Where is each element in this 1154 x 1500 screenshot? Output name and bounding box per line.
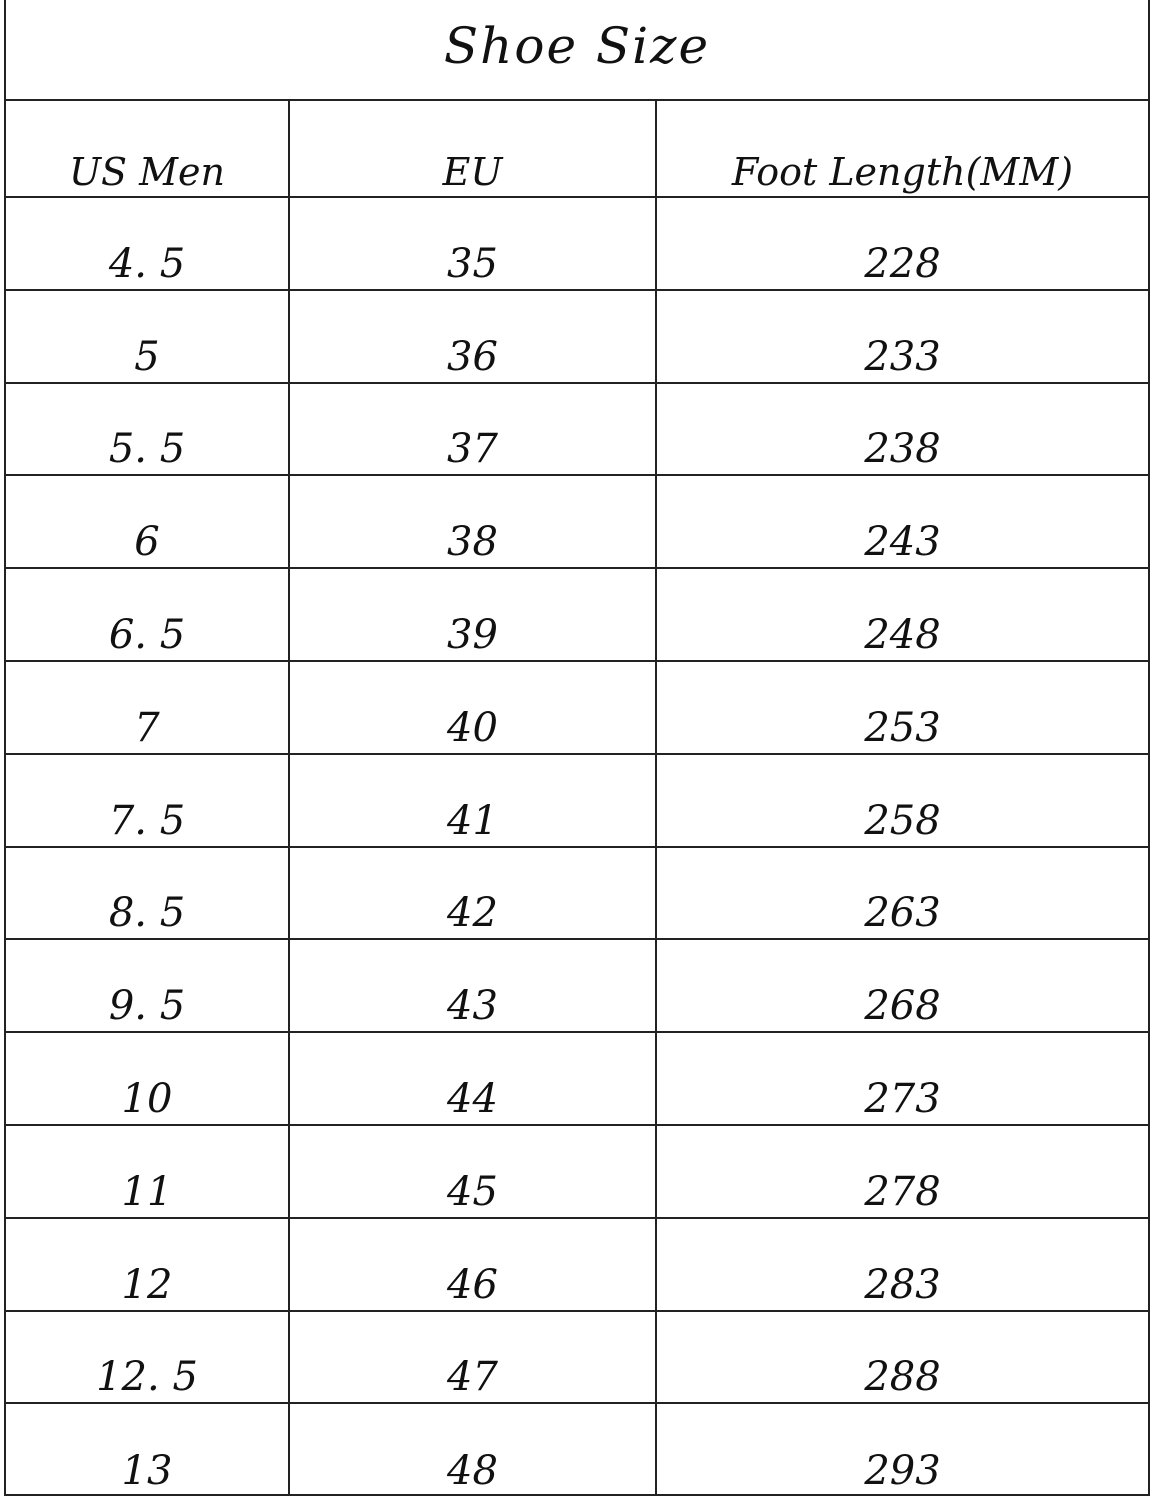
cell-us-size: 7. 5 bbox=[6, 754, 289, 847]
table-row bbox=[6, 1311, 1148, 1404]
table-row bbox=[6, 1403, 1148, 1496]
table-row bbox=[6, 383, 1148, 476]
cell-eu-size: 40 bbox=[289, 661, 656, 754]
cell-us-size: 4. 5 bbox=[6, 197, 289, 290]
table-row bbox=[6, 661, 1148, 754]
cell-eu-size: 46 bbox=[289, 1218, 656, 1311]
cell-us-size: 8. 5 bbox=[6, 847, 289, 940]
cell-eu-size: 42 bbox=[289, 847, 656, 940]
cell-foot-length: 273 bbox=[656, 1032, 1148, 1125]
cell-foot-length: 228 bbox=[656, 197, 1148, 290]
cell-eu-size: 41 bbox=[289, 754, 656, 847]
cell-foot-length: 248 bbox=[656, 568, 1148, 661]
cell-eu-size: 48 bbox=[289, 1403, 656, 1496]
cell-us-size: 10 bbox=[6, 1032, 289, 1125]
header-us-men: US Men bbox=[6, 101, 289, 197]
cell-eu-size: 35 bbox=[289, 197, 656, 290]
table-row bbox=[6, 1032, 1148, 1125]
table-row bbox=[6, 754, 1148, 847]
cell-us-size: 5 bbox=[6, 290, 289, 383]
header-row bbox=[6, 101, 1148, 197]
cell-eu-size: 47 bbox=[289, 1311, 656, 1404]
cell-foot-length: 253 bbox=[656, 661, 1148, 754]
cell-foot-length: 293 bbox=[656, 1403, 1148, 1496]
header-foot-length: Foot Length(MM) bbox=[656, 101, 1148, 197]
cell-foot-length: 233 bbox=[656, 290, 1148, 383]
table-row bbox=[6, 197, 1148, 290]
cell-eu-size: 43 bbox=[289, 939, 656, 1032]
cell-us-size: 5. 5 bbox=[6, 383, 289, 476]
cell-us-size: 6 bbox=[6, 475, 289, 568]
table-row bbox=[6, 939, 1148, 1032]
cell-eu-size: 45 bbox=[289, 1125, 656, 1218]
size-table bbox=[6, 101, 1148, 1496]
cell-foot-length: 278 bbox=[656, 1125, 1148, 1218]
cell-eu-size: 38 bbox=[289, 475, 656, 568]
cell-us-size: 11 bbox=[6, 1125, 289, 1218]
table-row bbox=[6, 290, 1148, 383]
cell-foot-length: 263 bbox=[656, 847, 1148, 940]
cell-foot-length: 268 bbox=[656, 939, 1148, 1032]
cell-us-size: 12. 5 bbox=[6, 1311, 289, 1404]
cell-us-size: 6. 5 bbox=[6, 568, 289, 661]
table-row bbox=[6, 1125, 1148, 1218]
cell-eu-size: 39 bbox=[289, 568, 656, 661]
cell-foot-length: 238 bbox=[656, 383, 1148, 476]
table-row bbox=[6, 475, 1148, 568]
cell-us-size: 13 bbox=[121, 1448, 173, 1495]
header-eu: EU bbox=[289, 101, 656, 197]
cell-eu-size: 37 bbox=[289, 383, 656, 476]
title-bar bbox=[6, 0, 1148, 101]
cell-us-size: 12 bbox=[6, 1218, 289, 1311]
table-row bbox=[6, 568, 1148, 661]
cell-foot-length: 258 bbox=[656, 754, 1148, 847]
chart-title: Shoe Size bbox=[443, 16, 711, 75]
cell-foot-length: 243 bbox=[656, 475, 1148, 568]
cell-us-size: 9. 5 bbox=[6, 939, 289, 1032]
table-row bbox=[6, 847, 1148, 940]
cell-foot-length: 288 bbox=[656, 1311, 1148, 1404]
cell-eu-size: 36 bbox=[289, 290, 656, 383]
cell-eu-size: 44 bbox=[289, 1032, 656, 1125]
cell-us-size: 7 bbox=[6, 661, 289, 754]
size-chart bbox=[4, 0, 1150, 1496]
cell-foot-length: 283 bbox=[656, 1218, 1148, 1311]
table-row bbox=[6, 1218, 1148, 1311]
